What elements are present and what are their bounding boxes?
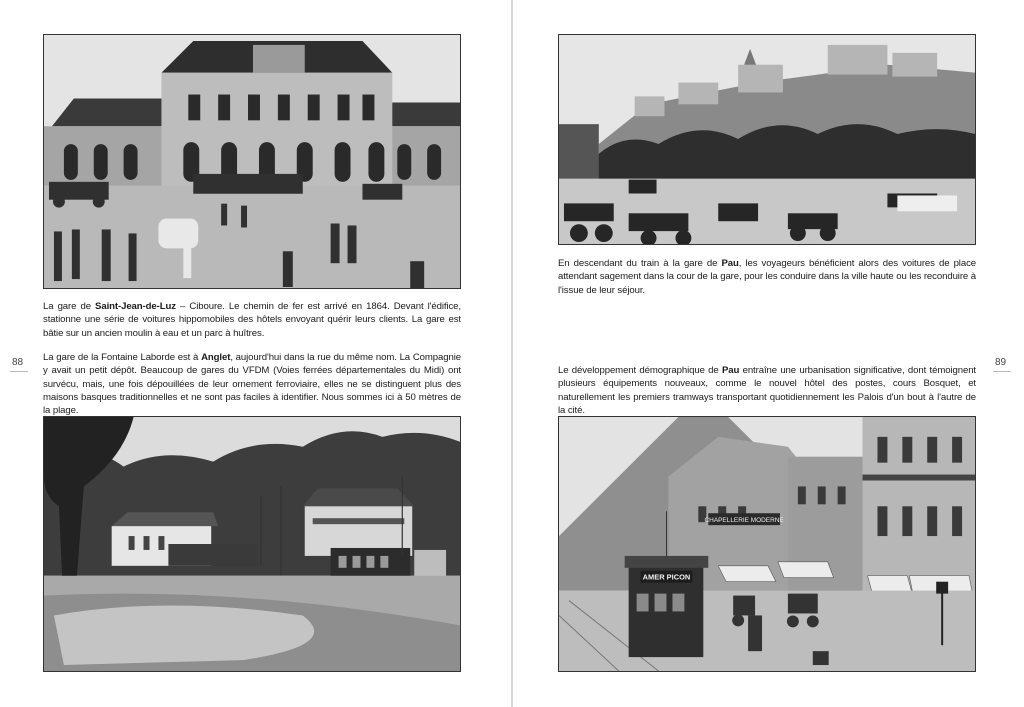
page-number-rule xyxy=(10,371,28,372)
photo-pau-street-tram xyxy=(558,416,976,672)
caption-text: – Ciboure. Le chemin de fer est arrivé en 1864. Devant l'édifice, stationne une série de voitures hippomobiles des hôtels envoyant quérir leurs clients. La gare est bâtie sur un ancien moulin à eau et un parc à huîtres. xyxy=(43,301,461,339)
sign-chapellerie: CHAPELLERIE MODERNE xyxy=(704,517,784,525)
caption-text: entraîne une urbanisation significative, dont témoignent plusieurs équipements nouveaux, comme le nouvel hôtel des postes, cours Bosquet, et naturellement les premiers tramways transportant quotidiennement les Palois d'un bout à l'autre de la cité. xyxy=(558,365,977,416)
caption-text: , les voyageurs bénéficient alors des voitures de place attendant sagement dans la cour de la gare, pour les conduire dans la ville haute ou les reconduire à l'issue de leur séjour. xyxy=(558,258,976,296)
caption-text: En descendant du train à la gare de xyxy=(558,258,722,269)
photo-anglet-station xyxy=(43,416,461,672)
caption-saint-jean-de-luz xyxy=(43,300,461,340)
caption-anglet xyxy=(43,351,461,417)
caption-text: Le développement démographique de xyxy=(558,365,722,376)
place-name-pau: Pau xyxy=(721,365,740,376)
page-number-right: 89 xyxy=(995,357,1007,368)
place-name-pau: Pau xyxy=(721,258,739,269)
sign-amer-picon: AMER PICON xyxy=(642,572,691,582)
photo-pau-station-square xyxy=(558,34,976,245)
caption-text: , aujourd'hui dans la rue du même nom. La Compagnie y avait un petit dépôt. Beaucoup de gares du VFDM (Voies ferrées départementales du Midi) ont survécu, mais, une fois dépouillées de leur ornement ferroviaire, elles ne se distinguent plus des maisons basques traditionnelles et ne sont pas faciles à identifier. Nous sommes ici à 50 mètres de la plage. xyxy=(43,352,461,417)
left-page xyxy=(0,0,511,707)
page-number-left: 88 xyxy=(12,357,24,368)
right-page xyxy=(513,0,1024,707)
caption-text: La gare de xyxy=(43,301,96,312)
photo-saint-jean-de-luz-station xyxy=(43,34,461,289)
page-number-rule xyxy=(993,371,1011,372)
caption-pau-station xyxy=(558,257,976,297)
place-name-saint-jean-de-luz: Saint-Jean-de-Luz xyxy=(95,301,176,312)
place-name-anglet: Anglet xyxy=(201,352,231,363)
caption-text: La gare de la Fontaine Laborde est à xyxy=(43,352,202,363)
caption-pau-urbanisation xyxy=(558,364,976,417)
